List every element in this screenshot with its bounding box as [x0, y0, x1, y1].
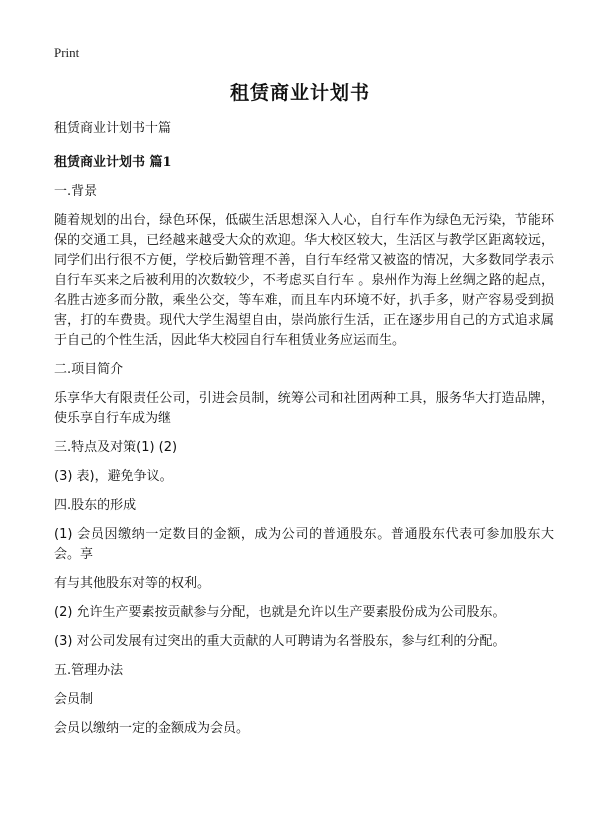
section-heading-project: 二.项目简介 — [54, 362, 124, 377]
section-heading-features: 三.特点及对策(1) (2) — [54, 440, 178, 455]
document-subtitle: 租赁商业计划书十篇 — [54, 121, 172, 136]
print-link[interactable]: Print — [54, 45, 80, 60]
background-paragraph: 随着规划的出台，绿色环保，低碳生活思想深入人心，自行车作为绿色无污染，节能环保的交通工具，已经越来越受大众的欢迎。华大校区较大，生活区与教学区距离较远，同学们出行很不方便，学校后勤管理不善，自行车经常又被盗的情况，大多数同学表示自行车买来之后被利用的次数较少，不考虑买自行车 。泉州作为海上丝绸之路的起点，名胜古迹多而分散，乘坐公交，等车难，而且车内环境不好，扒手多，财产容易受到损害，打的车费贵。现代大学生渴望自由，崇尚旅行生活，正在逐步用自己的方式追求属于自己的个性生活，因此华大校园自行车租赁业务应运而生。 — [54, 213, 554, 348]
part-title: 租赁商业计划书 篇1 — [54, 155, 172, 170]
project-paragraph: 乐享华大有限责任公司，引进会员制，统筹公司和社团两种工具，服务华大打造品牌，使乐享自行车成为继 — [54, 391, 554, 426]
document-body — [54, 119, 554, 748]
section-heading-shareholders: 四.股东的形成 — [54, 498, 137, 513]
section-heading-background: 一.背景 — [54, 184, 98, 199]
management-subheading: 会员制 — [54, 692, 94, 707]
shareholder-item: (1) 会员因缴纳一定数目的金额，成为公司的普通股东。普通股东代表可参加股东大会。享 — [54, 527, 554, 562]
shareholder-item: 有与其他股东对等的权利。 — [54, 576, 211, 591]
features-paragraph: (3) 表)，避免争议。 — [54, 469, 173, 484]
management-paragraph: 会员以缴纳一定的金额成为会员。 — [54, 721, 250, 736]
document-title: 租赁商业计划书 — [229, 82, 370, 104]
shareholder-item: (2) 允许生产要素按贡献参与分配，也就是允许以生产要素股份成为公司股东。 — [54, 605, 506, 620]
shareholder-item: (3) 对公司发展有过突出的重大贡献的人可聘请为名誉股东，参与红利的分配。 — [54, 634, 506, 649]
section-heading-management: 五.管理办法 — [54, 663, 124, 678]
